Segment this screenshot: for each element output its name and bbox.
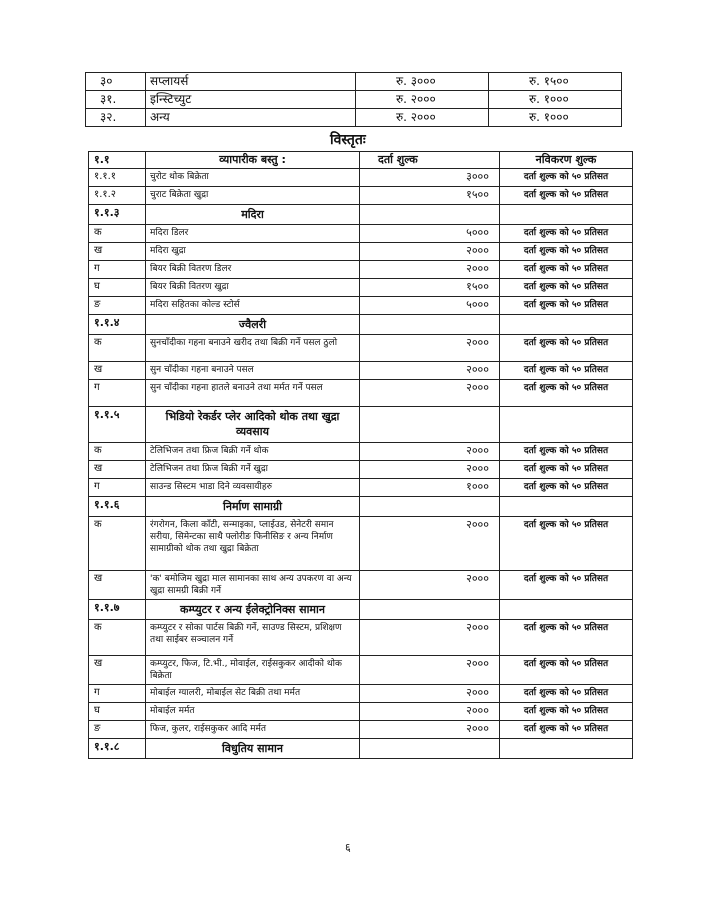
table-row bbox=[89, 443, 633, 461]
top-fee-row bbox=[86, 91, 622, 109]
table-row bbox=[89, 380, 633, 407]
row-description: कम्प्युटर र अन्य ईलेक्ट्रोनिक्स सामान bbox=[146, 600, 360, 620]
renewal-fee bbox=[500, 739, 633, 759]
page-number: ६ bbox=[345, 841, 351, 854]
row-code: ङ bbox=[89, 721, 146, 739]
registration-fee: रु. २००० bbox=[356, 91, 489, 109]
header-renewal-fee: नविकरण शुल्क bbox=[500, 152, 633, 169]
row-code: १.१.५ bbox=[89, 407, 146, 443]
table-row bbox=[89, 517, 633, 571]
renewal-fee: दर्ता शुल्क को ५० प्रतिसत bbox=[500, 620, 633, 656]
row-code: ख bbox=[89, 656, 146, 685]
renewal-fee: दर्ता शुल्क को ५० प्रतिसत bbox=[500, 297, 633, 315]
renewal-fee: रु. १००० bbox=[489, 91, 622, 109]
row-number: ३१. bbox=[86, 91, 146, 109]
renewal-fee: दर्ता शुल्क को ५० प्रतिसत bbox=[500, 362, 633, 380]
renewal-fee: दर्ता शुल्क को ५० प्रतिसत bbox=[500, 261, 633, 279]
row-code: १.१.१ bbox=[89, 169, 146, 187]
registration-fee: २००० bbox=[360, 243, 500, 261]
row-code: ख bbox=[89, 571, 146, 600]
registration-fee: ५००० bbox=[360, 297, 500, 315]
row-name: अन्य bbox=[146, 109, 356, 127]
registration-fee: २००० bbox=[360, 380, 500, 407]
row-description: निर्माण सामाग्री bbox=[146, 497, 360, 517]
top-fee-row bbox=[86, 73, 622, 91]
renewal-fee: दर्ता शुल्क को ५० प्रतिसत bbox=[500, 656, 633, 685]
row-description: रंगरोगन, किला काँटी, सन्माइका, प्लाईउड, सेनेटरी समान सरीया, सिमेन्टका साथै फ्लोरीङ फिनीसिङ र अन्य निर्माण सामाग्रीको थोक तथा खुद्रा बिक्रेता bbox=[146, 517, 360, 571]
category-row bbox=[89, 407, 633, 443]
category-row bbox=[89, 497, 633, 517]
table-row bbox=[89, 362, 633, 380]
row-description: मदिरा डिलर bbox=[146, 225, 360, 243]
table-row bbox=[89, 335, 633, 362]
row-code: क bbox=[89, 620, 146, 656]
registration-fee: २००० bbox=[360, 362, 500, 380]
row-code: घ bbox=[89, 279, 146, 297]
business-fee-table bbox=[88, 151, 633, 759]
renewal-fee: दर्ता शुल्क को ५० प्रतिसत bbox=[500, 571, 633, 600]
row-code: ख bbox=[89, 362, 146, 380]
registration-fee bbox=[360, 600, 500, 620]
row-code: ग bbox=[89, 479, 146, 497]
category-row bbox=[89, 600, 633, 620]
row-description: टेलिभिजन तथा फ्रिज बिक्री गर्ने खुद्रा bbox=[146, 461, 360, 479]
row-description: फिज, कुलर, राईसकुकर आदि मर्मत bbox=[146, 721, 360, 739]
renewal-fee: दर्ता शुल्क को ५० प्रतिसत bbox=[500, 225, 633, 243]
row-description: ज्वैलरी bbox=[146, 315, 360, 335]
row-code: १.१.७ bbox=[89, 600, 146, 620]
row-code: १.१.६ bbox=[89, 497, 146, 517]
table-row bbox=[89, 243, 633, 261]
row-code: ग bbox=[89, 380, 146, 407]
table-row bbox=[89, 479, 633, 497]
row-description: 'क' बमोजिम खुद्रा माल सामानका साथ अन्य उपकरण वा अन्य खुद्रा सामग्री बिक्री गर्ने bbox=[146, 571, 360, 600]
registration-fee: रु. २००० bbox=[356, 109, 489, 127]
row-description: भिडियो रेकर्डर प्लेर आदिको थोक तथा खुद्रा व्यवसाय bbox=[146, 407, 360, 443]
renewal-fee bbox=[500, 600, 633, 620]
row-description: मोबाईल मर्मत bbox=[146, 703, 360, 721]
row-code: ग bbox=[89, 685, 146, 703]
renewal-fee: दर्ता शुल्क को ५० प्रतिसत bbox=[500, 721, 633, 739]
registration-fee: २००० bbox=[360, 443, 500, 461]
row-code: १.१.३ bbox=[89, 205, 146, 225]
header-description: व्यापारीक बस्तु : bbox=[146, 152, 360, 169]
row-description: चुरोट थोक बिक्रेता bbox=[146, 169, 360, 187]
table-row bbox=[89, 656, 633, 685]
registration-fee: २००० bbox=[360, 261, 500, 279]
renewal-fee: दर्ता शुल्क को ५० प्रतिसत bbox=[500, 187, 633, 205]
registration-fee: २००० bbox=[360, 461, 500, 479]
table-row bbox=[89, 225, 633, 243]
row-code: क bbox=[89, 443, 146, 461]
renewal-fee bbox=[500, 315, 633, 335]
row-code: ख bbox=[89, 243, 146, 261]
row-description: सुन चाँदीका गहना हातले बनाउने तथा मर्मत गर्ने पसल bbox=[146, 380, 360, 407]
category-row bbox=[89, 315, 633, 335]
registration-fee: १५०० bbox=[360, 187, 500, 205]
table-row bbox=[89, 279, 633, 297]
row-code: क bbox=[89, 335, 146, 362]
row-description: मोबाईल ग्यालरी, मोबाईल सेट बिक्री तथा मर्मत bbox=[146, 685, 360, 703]
row-code: १.१.२ bbox=[89, 187, 146, 205]
row-description: कम्प्युटर, फिज, टि.भी., मोवाईल, राईसकुकर आदीको थोक बिक्रेता bbox=[146, 656, 360, 685]
registration-fee: २००० bbox=[360, 703, 500, 721]
table-row bbox=[89, 261, 633, 279]
registration-fee bbox=[360, 407, 500, 443]
registration-fee: ५००० bbox=[360, 225, 500, 243]
table-row bbox=[89, 297, 633, 315]
renewal-fee bbox=[500, 205, 633, 225]
renewal-fee: दर्ता शुल्क को ५० प्रतिसत bbox=[500, 335, 633, 362]
row-code: ख bbox=[89, 461, 146, 479]
row-description: साउन्ड सिस्टम भाडा दिने व्यवसायीहरु bbox=[146, 479, 360, 497]
row-description: सुनचाँदीका गहना बनाउने खरीद तथा बिक्री गर्ने पसल ठुलो bbox=[146, 335, 360, 362]
row-description: बियर बिक्री वितरण खुद्रा bbox=[146, 279, 360, 297]
registration-fee bbox=[360, 497, 500, 517]
row-number: ३२. bbox=[86, 109, 146, 127]
row-code: १.१.४ bbox=[89, 315, 146, 335]
registration-fee: २००० bbox=[360, 571, 500, 600]
header-registration-fee: दर्ता शुल्क bbox=[360, 152, 500, 169]
registration-fee: २००० bbox=[360, 335, 500, 362]
renewal-fee bbox=[500, 497, 633, 517]
category-row bbox=[89, 205, 633, 225]
row-name: इन्स्टिच्युट bbox=[146, 91, 356, 109]
top-fee-row bbox=[86, 109, 622, 127]
registration-fee: ३००० bbox=[360, 169, 500, 187]
renewal-fee: दर्ता शुल्क को ५० प्रतिसत bbox=[500, 443, 633, 461]
registration-fee: २००० bbox=[360, 685, 500, 703]
registration-fee bbox=[360, 315, 500, 335]
row-description: बियर बिक्री वितरण डिलर bbox=[146, 261, 360, 279]
renewal-fee: रु. १५०० bbox=[489, 73, 622, 91]
row-number: ३० bbox=[86, 73, 146, 91]
renewal-fee: दर्ता शुल्क को ५० प्रतिसत bbox=[500, 479, 633, 497]
row-code: घ bbox=[89, 703, 146, 721]
row-description: विधुतिय सामान bbox=[146, 739, 360, 759]
top-fee-table bbox=[85, 72, 622, 127]
row-description: मदिरा सहितका कोल्ड स्टोर्स bbox=[146, 297, 360, 315]
renewal-fee: दर्ता शुल्क को ५० प्रतिसत bbox=[500, 703, 633, 721]
registration-fee: १००० bbox=[360, 479, 500, 497]
table-row bbox=[89, 685, 633, 703]
registration-fee bbox=[360, 205, 500, 225]
row-description: मदिरा bbox=[146, 205, 360, 225]
renewal-fee: दर्ता शुल्क को ५० प्रतिसत bbox=[500, 169, 633, 187]
section-title: विस्तृतः bbox=[330, 132, 366, 148]
row-code: ङ bbox=[89, 297, 146, 315]
table-row bbox=[89, 187, 633, 205]
business-fee-table-body bbox=[89, 152, 633, 759]
renewal-fee: दर्ता शुल्क को ५० प्रतिसत bbox=[500, 461, 633, 479]
renewal-fee: दर्ता शुल्क को ५० प्रतिसत bbox=[500, 279, 633, 297]
row-code: १.१.८ bbox=[89, 739, 146, 759]
row-code: ग bbox=[89, 261, 146, 279]
category-row bbox=[89, 739, 633, 759]
registration-fee: २००० bbox=[360, 620, 500, 656]
table-row bbox=[89, 721, 633, 739]
registration-fee: २००० bbox=[360, 656, 500, 685]
table-row bbox=[89, 620, 633, 656]
registration-fee: २००० bbox=[360, 721, 500, 739]
renewal-fee: दर्ता शुल्क को ५० प्रतिसत bbox=[500, 517, 633, 571]
registration-fee: १५०० bbox=[360, 279, 500, 297]
renewal-fee: रु. १००० bbox=[489, 109, 622, 127]
renewal-fee: दर्ता शुल्क को ५० प्रतिसत bbox=[500, 380, 633, 407]
renewal-fee: दर्ता शुल्क को ५० प्रतिसत bbox=[500, 685, 633, 703]
registration-fee: २००० bbox=[360, 517, 500, 571]
table-row bbox=[89, 703, 633, 721]
renewal-fee bbox=[500, 407, 633, 443]
table-row bbox=[89, 461, 633, 479]
row-description: मदिरा खुद्रा bbox=[146, 243, 360, 261]
row-code: क bbox=[89, 225, 146, 243]
table-header-row bbox=[89, 152, 633, 169]
header-code: १.१ bbox=[89, 152, 146, 169]
renewal-fee: दर्ता शुल्क को ५० प्रतिसत bbox=[500, 243, 633, 261]
top-fee-table-body bbox=[86, 73, 622, 127]
row-code: क bbox=[89, 517, 146, 571]
row-description: टेलिभिजन तथा फ्रिज बिक्री गर्ने थोक bbox=[146, 443, 360, 461]
registration-fee bbox=[360, 739, 500, 759]
registration-fee: रु. ३००० bbox=[356, 73, 489, 91]
table-row bbox=[89, 169, 633, 187]
row-description: कम्प्युटर र सोका पार्टस बिक्री गर्ने, साउण्ड सिस्टम, प्रशिक्षण तथा साईबर सञ्चालन गर्ने bbox=[146, 620, 360, 656]
table-row bbox=[89, 571, 633, 600]
row-description: चुराट बिक्रेता खुद्रा bbox=[146, 187, 360, 205]
row-name: सप्लायर्स bbox=[146, 73, 356, 91]
row-description: सुन चाँदीका गहना बनाउने पसल bbox=[146, 362, 360, 380]
